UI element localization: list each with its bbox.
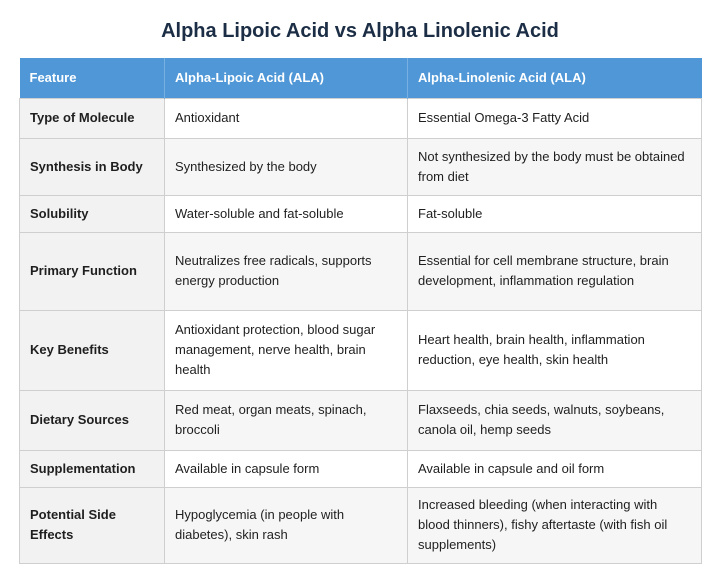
feature-cell: Type of Molecule	[20, 98, 165, 138]
page-title: Alpha Lipoic Acid vs Alpha Linolenic Acid	[161, 20, 559, 42]
header-alpha-linolenic-acid: Alpha-Linolenic Acid (ALA)	[418, 70, 586, 86]
table-row	[20, 232, 702, 310]
table-row	[20, 487, 702, 563]
header-alpha-lipoic-acid: Alpha-Lipoic Acid (ALA)	[165, 58, 408, 98]
linolenic-cell: Available in capsule and oil form	[408, 450, 702, 487]
feature-cell: Supplementation	[20, 450, 165, 487]
lipoic-cell: Available in capsule form	[165, 450, 408, 487]
lipoic-cell: Neutralizes free radicals, supports energy production	[165, 232, 408, 310]
table-row	[20, 195, 702, 232]
lipoic-cell: Synthesized by the body	[165, 138, 408, 195]
lipoic-cell: Water-soluble and fat-soluble	[165, 195, 408, 232]
table-row	[20, 390, 702, 450]
comparison-table	[19, 58, 702, 564]
linolenic-cell: Essential Omega-3 Fatty Acid	[408, 98, 702, 138]
table-row	[20, 450, 702, 487]
lipoic-cell: Hypoglycemia (in people with diabetes), skin rash	[165, 487, 408, 563]
feature-cell: Synthesis in Body	[20, 138, 165, 195]
linolenic-cell: Essential for cell membrane structure, brain development, inflammation regulation	[408, 232, 702, 310]
linolenic-cell: Heart health, brain health, inflammation reduction, eye health, skin health	[408, 310, 702, 390]
table-row	[20, 98, 702, 138]
table-row	[20, 138, 702, 195]
lipoic-cell: Red meat, organ meats, spinach, broccoli	[165, 390, 408, 450]
feature-cell: Potential Side Effects	[20, 487, 165, 563]
linolenic-cell: Flaxseeds, chia seeds, walnuts, soybeans, canola oil, hemp seeds	[408, 390, 702, 450]
lipoic-cell: Antioxidant protection, blood sugar management, nerve health, brain health	[165, 310, 408, 390]
table-row	[20, 310, 702, 390]
table-header-row	[20, 58, 702, 98]
feature-cell: Dietary Sources	[20, 390, 165, 450]
feature-cell: Solubility	[20, 195, 165, 232]
linolenic-cell: Increased bleeding (when interacting with blood thinners), fishy aftertaste (with fish oil supplements)	[408, 487, 702, 563]
feature-cell: Key Benefits	[20, 310, 165, 390]
lipoic-cell: Antioxidant	[165, 98, 408, 138]
feature-cell: Primary Function	[20, 232, 165, 310]
linolenic-cell: Fat-soluble	[408, 195, 702, 232]
header-feature: Feature	[20, 58, 165, 98]
linolenic-cell: Not synthesized by the body must be obtained from diet	[408, 138, 702, 195]
